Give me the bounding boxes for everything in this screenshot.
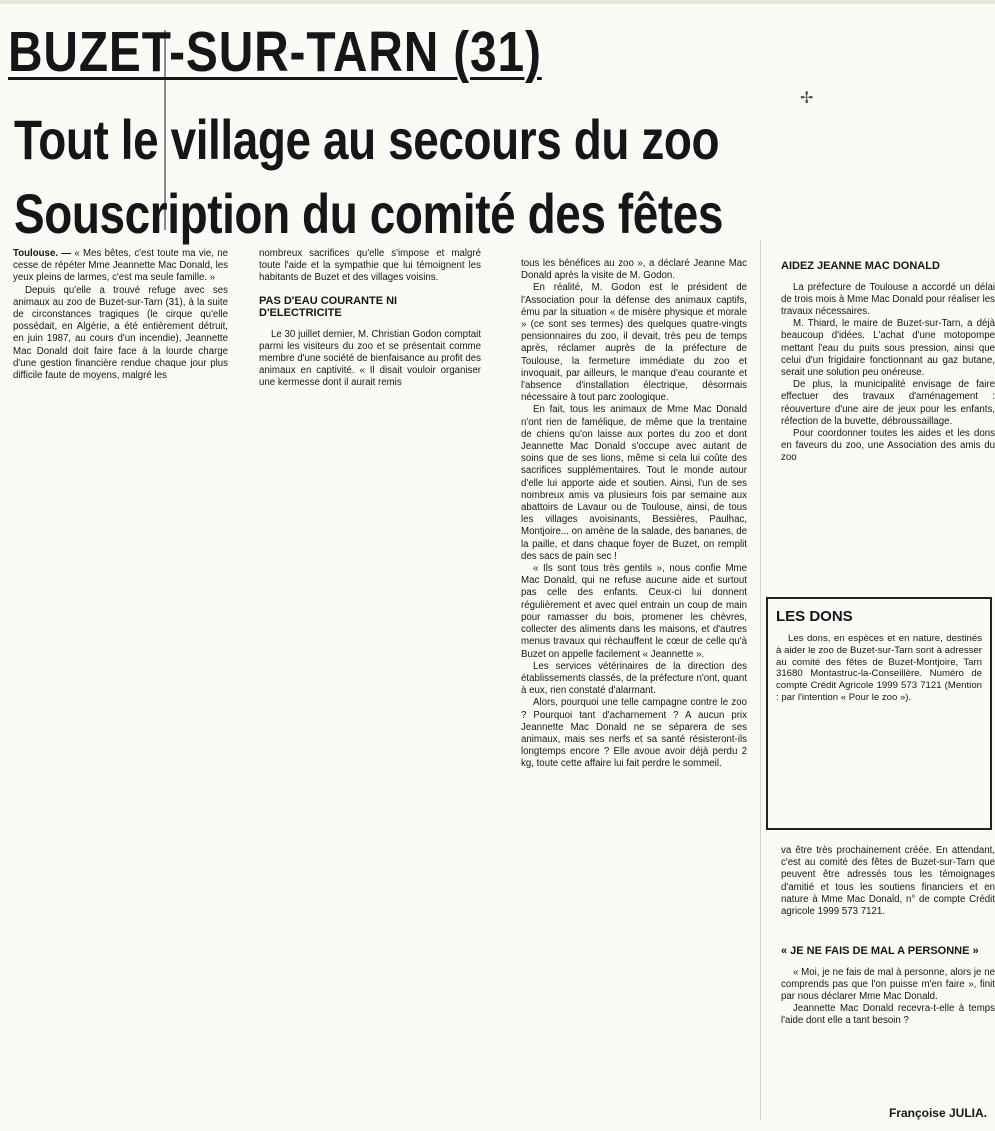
paragraph: Depuis qu'elle a trouvé refuge avec ses animaux au zoo de Buzet-sur-Tarn (31), à la suite de circonstances tragiques (le cirque qu'elle possédait, en Algérie, a été entièrement détruit, en juin 1987, au cours d'un incendie), Jeannette Mac Donald doit faire face à la lourde charge d'une gestion financière rendue chaque jour plus difficile faute de moyens, malgré les <box>13 284 228 382</box>
paper-top-edge <box>0 0 995 4</box>
paragraph: Le 30 juillet dernier, M. Christian Godon comptait parmi les visiteurs du zoo et se présentait comme membre d'une société de bienfaisance au profit des animaux en captivité. « Il disait vouloir organiser une kermesse dont il aurait remis <box>259 328 481 389</box>
paragraph-text: « Mes bêtes, c'est toute ma vie, ne cesse de répéter Mme Jeannette Mac Donald, les yeux pleins de larmes, c'est ma seule famille. » <box>13 248 228 284</box>
dateline: Toulouse. — <box>13 248 72 259</box>
article-title-line-1: Tout le village au secours du zoo <box>14 108 720 171</box>
paragraph: En fait, tous les animaux de Mme Mac Donald n'ont rien de famélique, de même que la trentaine de chiens qu'on laisse aux portes du zoo et dont Jeannette Mac Donald s'occupe avec autant de soins que de ses lions, même si cela lui coûte des sacrifices supplémentaires. Tout le monde autour d'elle lui apporte aide et soutien. Ainsi, l'un de ses nombreux amis va plusieurs fois par semaine aux abattoirs de Lavaur ou de Toulouse, ainsi, de tous les villages avoisinants, Bessières, Paulhac, Montjoire... on amène de la salade, des bananes, de la paille, et dans chaque foyer de Buzet, on remplit des sacs de pain sec ! <box>521 404 747 562</box>
donations-title: LES DONS <box>776 608 853 625</box>
donations-box <box>766 597 992 830</box>
article-column-4-top <box>781 260 995 465</box>
article-column-3 <box>521 258 747 771</box>
article-column-4-bottom <box>781 945 995 1028</box>
paragraph: Pour coordonner toutes les aides et les dons en faveurs du zoo, une Association des amis du zoo <box>781 427 995 464</box>
paragraph: Alors, pourquoi une telle campagne contre le zoo ? Pourquoi tant d'acharnement ? A aucun prix Jeannette Mac Donald ne se séparera de ses animaux, mais ses nerfs et sa santé résisteront-ils longtemps encore ? Elle avoue avoir déjà perdu 2 kg, toute cette affaire lui fait perdre le sommeil. <box>521 697 747 770</box>
paragraph: De plus, la municipalité envisage de faire effectuer des travaux d'aménagement : réouverture d'une aire de jeux pour les enfants, réfection de la buvette, débroussaillage. <box>781 379 995 427</box>
paragraph: « Moi, je ne fais de mal à personne, alors je ne comprends pas que l'on puisse m'en faire », finit par nous déclarer Mme Mac Donald. <box>781 966 995 1002</box>
article-column-2 <box>259 248 481 390</box>
article-column-4-middle <box>781 845 995 918</box>
paragraph: En réalité, M. Godon est le président de l'Association pour la défense des animaux captifs, ému par la situation « de misère physique et morale » (ce sont ses termes) des quelques quatre-vingts pensionnaires du zoo, il devait, très peu de temps après, réclamer auprès de la préfecture de Toulouse, la fermeture immédiate du zoo et invoquait, par ailleurs, le manque d'eau courante et l'absence d'installation électrique, désormais nécessaire à tout parc zoologique. <box>521 282 747 404</box>
subheading: « JE NE FAIS DE MAL A PERSONNE » <box>781 945 979 957</box>
donations-text: Les dons, en espèces et en nature, destinés à aider le zoo de Buzet-sur-Tarn sont à adresser au comité des fêtes de Buzet-Montjoire, Tarn 31680 Montastruc-la-Conseillère. Numéro de compte Crédit Agricole 1999 573 7121 (Mention : par l'intention « Pour le zoo »). <box>776 633 982 703</box>
author-signature: Françoise JULIA. <box>888 1106 987 1120</box>
ink-mark: ✢ <box>800 88 814 107</box>
paragraph: tous les bénéfices au zoo », a déclaré Jeanne Mac Donald après la visite de M. Godon. <box>521 258 747 282</box>
paragraph: nombreux sacrifices qu'elle s'impose et malgré toute l'aide et la sympathie que lui témoignent les habitants de Buzet et des villages voisins. <box>259 248 481 284</box>
headline-location: BUZET-SUR-TARN (31) <box>8 20 542 84</box>
paragraph: Jeannette Mac Donald recevra-t-elle à temps l'aide dont elle a tant besoin ? <box>781 1003 995 1027</box>
subheading: PAS D'EAU COURANTE NI D'ELECTRICITE <box>259 294 398 320</box>
paragraph: La préfecture de Toulouse a accordé un délai de trois mois à Mme Mac Donald pour réaliser les travaux nécessaires. <box>781 281 995 317</box>
paragraph: « Ils sont tous très gentils », nous confie Mme Mac Donald, qui ne refuse aucune aide et surtout pas celle des enfants. Ceux-ci lui donnent régulièrement et avec quel entrain un coup de main pour ramasser du bois, promener les chèvres, collecter des aliments dans les maisons, et d'autres menus travaux qui réchauffent le cœur de celle qu'à Buzet on appelle facilement « Jeannette ». <box>521 563 747 660</box>
subheading: AIDEZ JEANNE MAC DONALD <box>781 260 940 272</box>
paragraph <box>13 248 228 285</box>
paragraph: Les services vétérinaires de la direction des établissements classés, de la préfecture n'ont, quant à eux, rien constaté d'alarmant. <box>521 660 747 697</box>
article-title-line-2: Souscription du comité des fêtes <box>14 182 723 245</box>
paragraph: va être très prochainement créée. En attendant, c'est au comité des fêtes de Buzet-sur-Tarn que peuvent être adressés tous les témoignages d'amitié et tous les soutiens financiers et en nature à Mme Mac Donald, n° de compte Crédit agricole 1999 573 7121. <box>781 845 995 918</box>
page-fold <box>760 240 761 1120</box>
article-column-1 <box>13 248 228 382</box>
paragraph: M. Thiard, le maire de Buzet-sur-Tarn, a déjà beaucoup d'idées. L'achat d'une motopompe mettant l'eau du puits sous pression, ainsi que celui d'un frigidaire fonctionnant au gaz butane, serait une solution peu onéreuse. <box>781 318 995 378</box>
